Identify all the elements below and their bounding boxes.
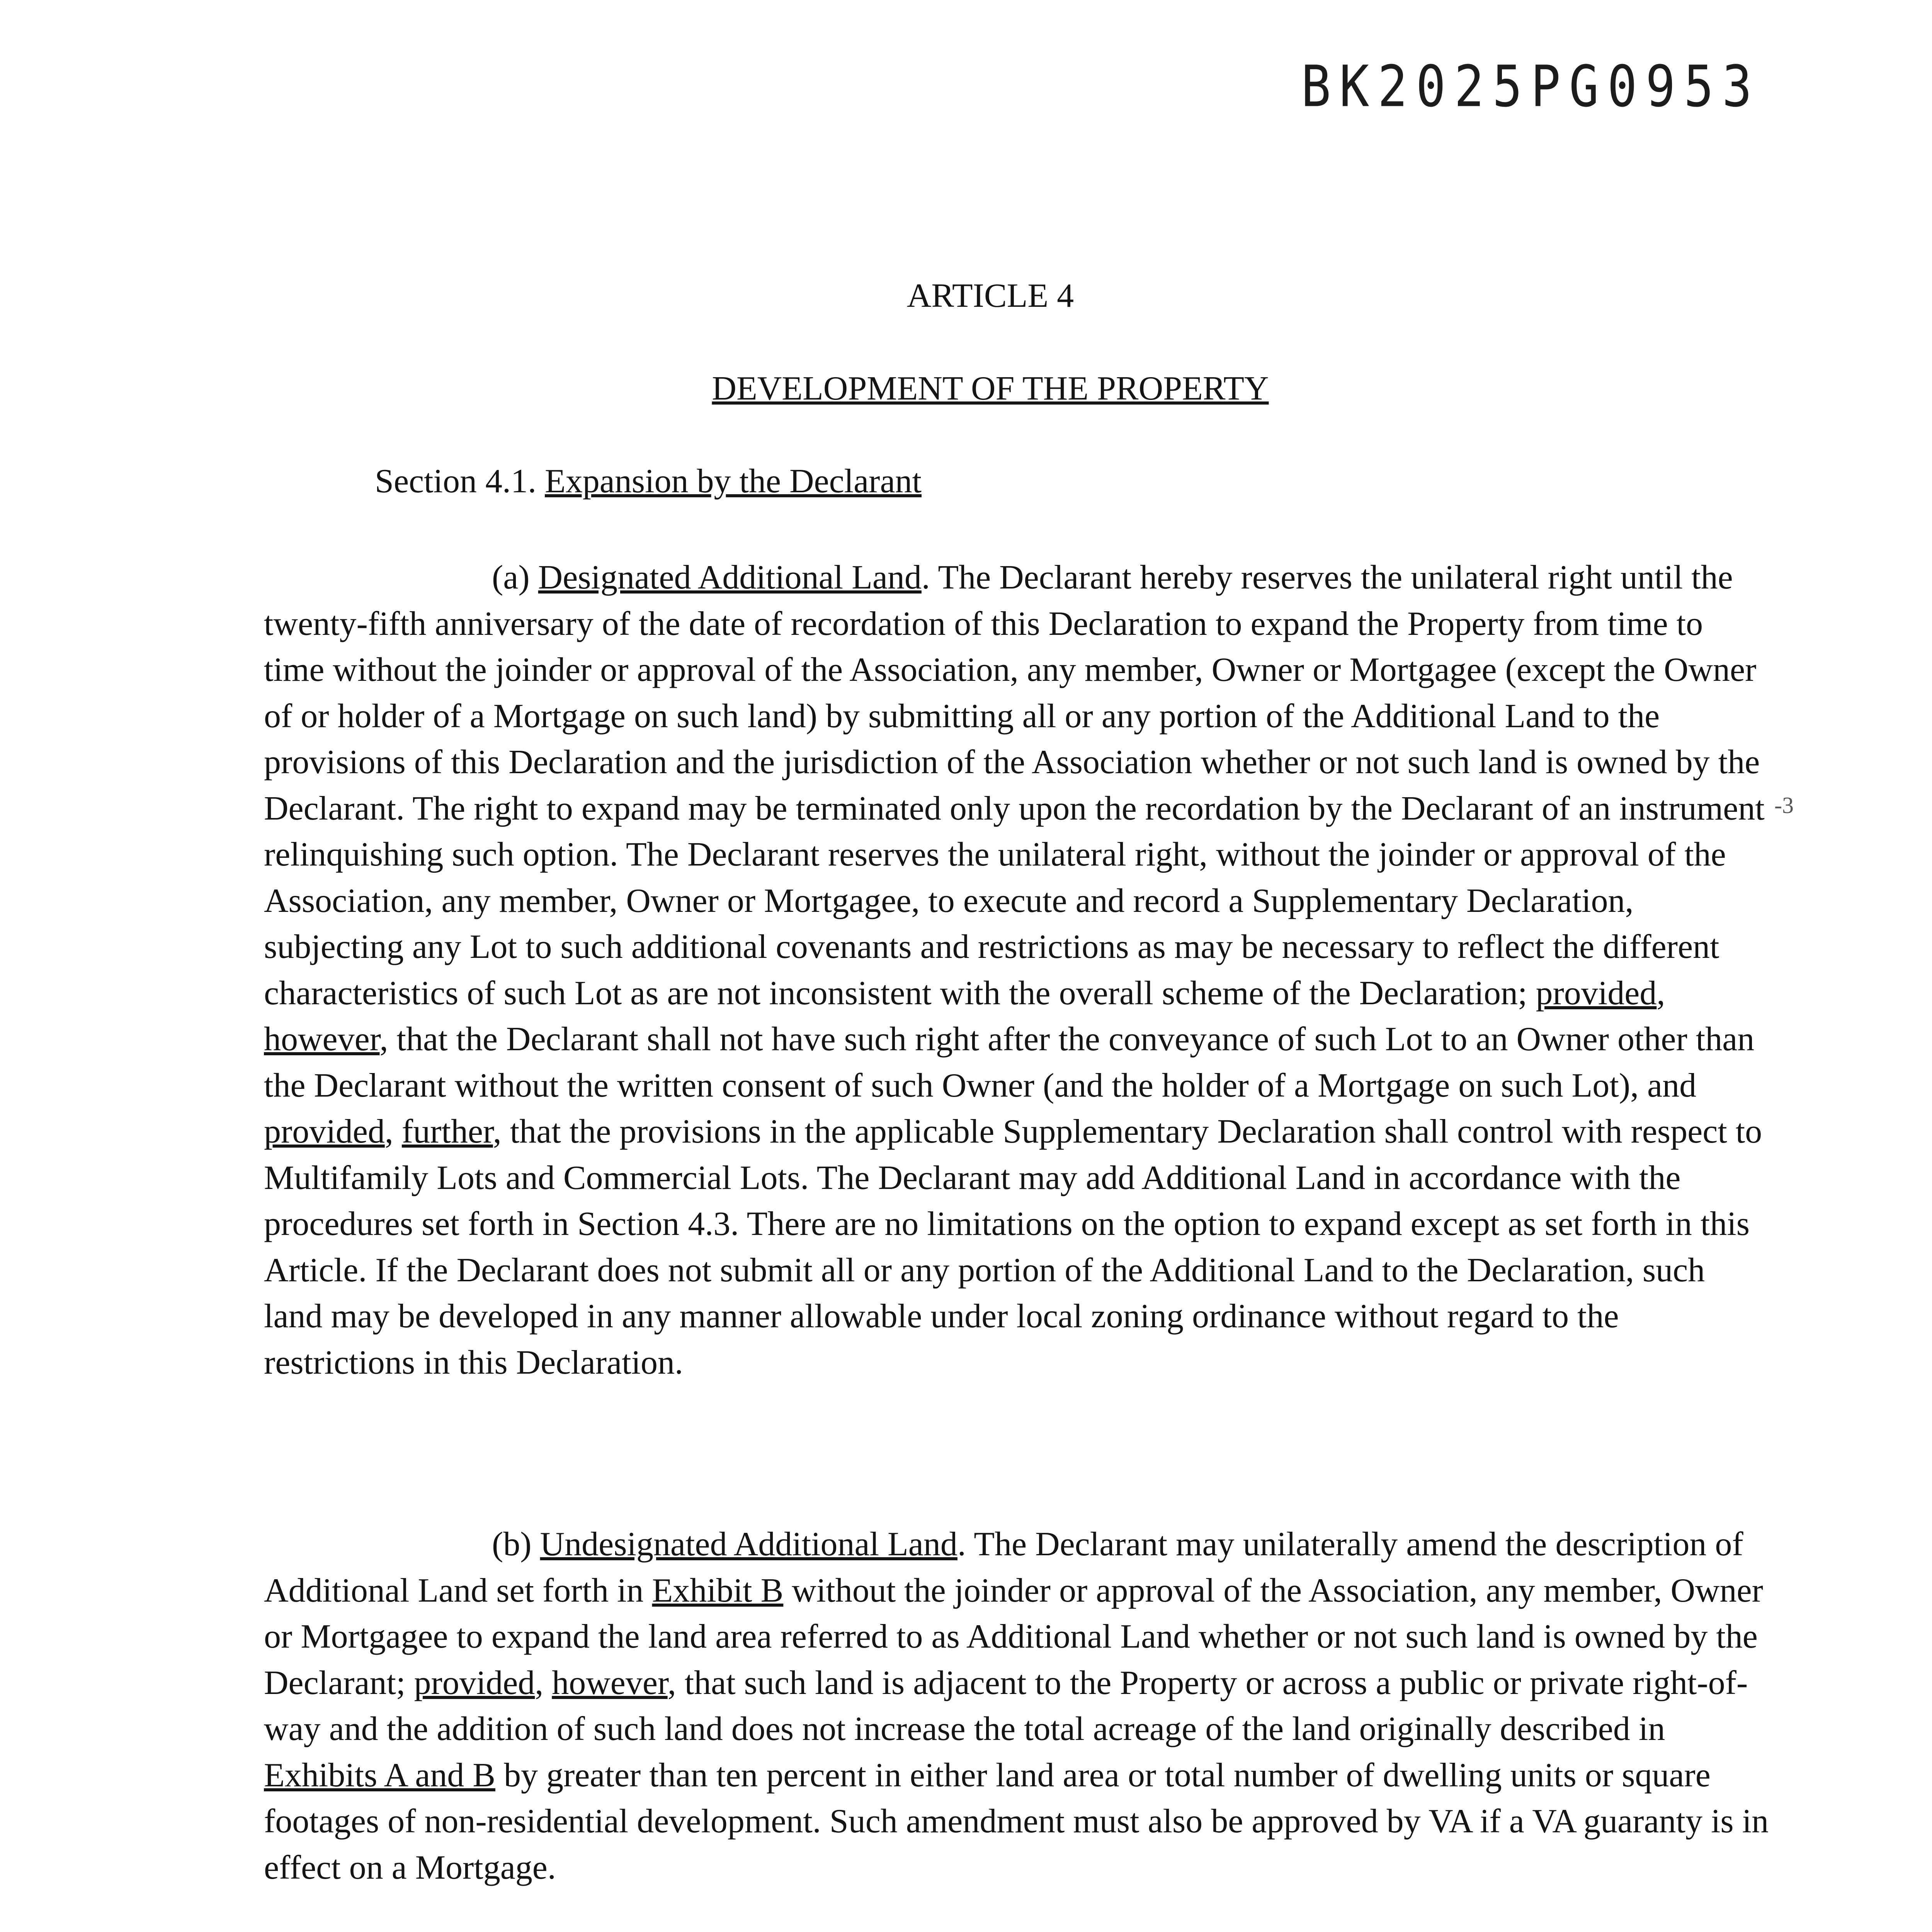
book-page-stamp: BK2025PG0953 bbox=[1301, 53, 1760, 120]
however-term: however bbox=[264, 1020, 380, 1058]
paragraph-b-text: by greater than ten percent in either land area or total number of dwelling units or square footages of non-residential development. Such amendment must also be approved by VA if a VA guaranty is in effect on a Mortgage. bbox=[264, 1756, 1769, 1886]
section-4-1-title: Expansion by the Declarant bbox=[544, 463, 922, 500]
paragraph-b-text: without the joinder or approval of the Association, any member, Owner or Mortgagee to expand the land area referred to as Additional Land whether or not such land is owned by the Declarant; bbox=[264, 1571, 1763, 1702]
separator: , bbox=[1656, 974, 1665, 1012]
section-4-1-number: Section 4.1. bbox=[375, 463, 536, 500]
paragraph-a-title: Designated Additional Land bbox=[538, 559, 922, 596]
paragraph-a-label: (a) bbox=[492, 559, 530, 596]
margin-mark: -3 bbox=[1774, 793, 1794, 818]
paragraph-a-text: , that the provisions in the applicable Supplementary Declaration shall control with respect to Multifamily Lots and Commercial Lots. The Declarant may add Additional Land in accordance with the procedures set forth in Section 4.3. There are no limitations on the option to expand except as set forth in this Article. If the Declarant does not submit all or any portion of the Additional Land to the Declaration, such land may be developed in any manner allowable under local zoning ordinance without regard to the restrictions in this Declaration. bbox=[264, 1113, 1762, 1381]
provided-term: provided bbox=[1536, 974, 1657, 1012]
separator: , bbox=[384, 1113, 402, 1150]
separator: , bbox=[535, 1664, 552, 1702]
paragraph-a-text: . The Declarant hereby reserves the unilateral right until the twenty-fifth anniversary of the date of recordation of this Declaration to expand the Property from time to time without the joinder or approval of the Association, any member, Owner or Mortgagee (except the Owner of or holder of a Mortgage on such land) by submitting all or any portion of the Additional Land to the provisions of this Declaration and the jurisdiction of the Association whether or not such land is owned by the Declarant. The right to expand may be terminated only upon the recordation by the Declarant of an instrument relinquishing such option. The Declarant reserves the unilateral right, without the joinder or approval of the Association, any member, Owner or Mortgagee, to execute and record a Supplementary Declaration, subjecting any Lot to such additional covenants and restrictions as may be necessary to reflect the different characteristics of such Lot as are not inconsistent with the overall scheme of the Declaration; bbox=[264, 559, 1765, 1012]
paragraph-b-label: (b) bbox=[492, 1526, 532, 1563]
provided-term: provided bbox=[414, 1664, 535, 1702]
provided-term: provided bbox=[264, 1113, 385, 1150]
paragraph-a bbox=[264, 554, 1771, 1386]
article-subtitle: DEVELOPMENT OF THE PROPERTY bbox=[712, 370, 1269, 407]
paragraph-b-title: Undesignated Additional Land bbox=[540, 1526, 957, 1563]
paragraph-b-text: . The Declarant may unilaterally amend the description of Additional Land set forth in bbox=[264, 1526, 1743, 1609]
exhibit-b-reference: Exhibit B bbox=[652, 1571, 784, 1609]
paragraph-b bbox=[264, 1521, 1771, 1891]
paragraph-b-text: , that such land is adjacent to the Property or across a public or private right-of-way and the addition of such land does not increase the total acreage of the land originally described in bbox=[264, 1664, 1748, 1748]
exhibits-a-b-reference: Exhibits A and B bbox=[264, 1756, 495, 1794]
however-term: however bbox=[552, 1664, 668, 1702]
article-title: ARTICLE 4 bbox=[906, 277, 1074, 315]
section-4-1-heading bbox=[375, 462, 922, 501]
paragraph-a-text: , that the Declarant shall not have such right after the conveyance of such Lot to an Owner other than the Declarant without the written consent of such Owner (and the holder of a Mortgage on such Lot), and bbox=[264, 1020, 1755, 1104]
further-term: further bbox=[401, 1113, 493, 1150]
